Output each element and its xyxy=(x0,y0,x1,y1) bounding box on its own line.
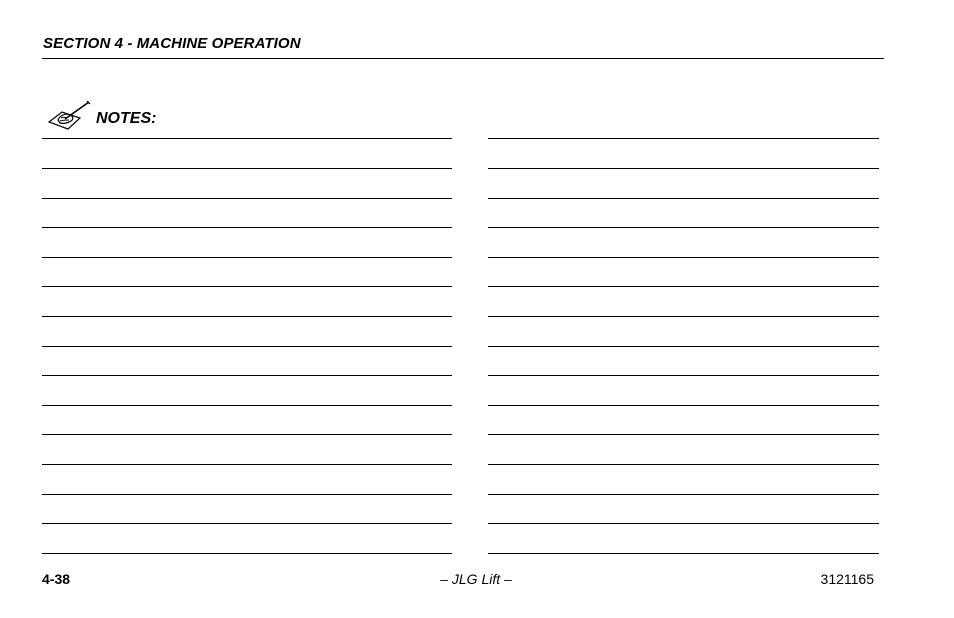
note-line xyxy=(42,257,452,258)
note-line xyxy=(42,316,452,317)
note-line xyxy=(488,464,879,465)
note-line xyxy=(488,375,879,376)
note-line xyxy=(488,168,879,169)
notes-label: NOTES: xyxy=(96,110,157,127)
writing-hand-icon xyxy=(46,100,92,132)
note-line xyxy=(42,405,452,406)
note-line xyxy=(42,523,452,524)
note-line xyxy=(488,286,879,287)
note-line xyxy=(42,464,452,465)
note-line xyxy=(42,138,452,139)
document-number: 3121165 xyxy=(820,571,874,587)
note-line xyxy=(488,198,879,199)
note-line xyxy=(488,257,879,258)
footer-brand xyxy=(0,571,954,587)
note-line xyxy=(42,168,452,169)
note-line xyxy=(488,405,879,406)
note-line xyxy=(488,553,879,554)
note-line xyxy=(488,523,879,524)
note-line xyxy=(42,553,452,554)
footer-brand-text: – JLG Lift – xyxy=(440,571,512,587)
note-line xyxy=(42,227,452,228)
note-line xyxy=(488,138,879,139)
note-line xyxy=(488,346,879,347)
header-divider xyxy=(42,58,884,59)
note-line xyxy=(488,316,879,317)
note-line xyxy=(488,434,879,435)
note-line xyxy=(42,494,452,495)
note-line xyxy=(42,198,452,199)
note-line xyxy=(42,346,452,347)
note-line xyxy=(42,286,452,287)
page-number: 4-38 xyxy=(42,571,71,587)
section-title: SECTION 4 - MACHINE OPERATION xyxy=(43,35,301,52)
note-line xyxy=(488,494,879,495)
notes-heading xyxy=(46,100,156,132)
note-line xyxy=(42,375,452,376)
note-line xyxy=(42,434,452,435)
note-line xyxy=(488,227,879,228)
